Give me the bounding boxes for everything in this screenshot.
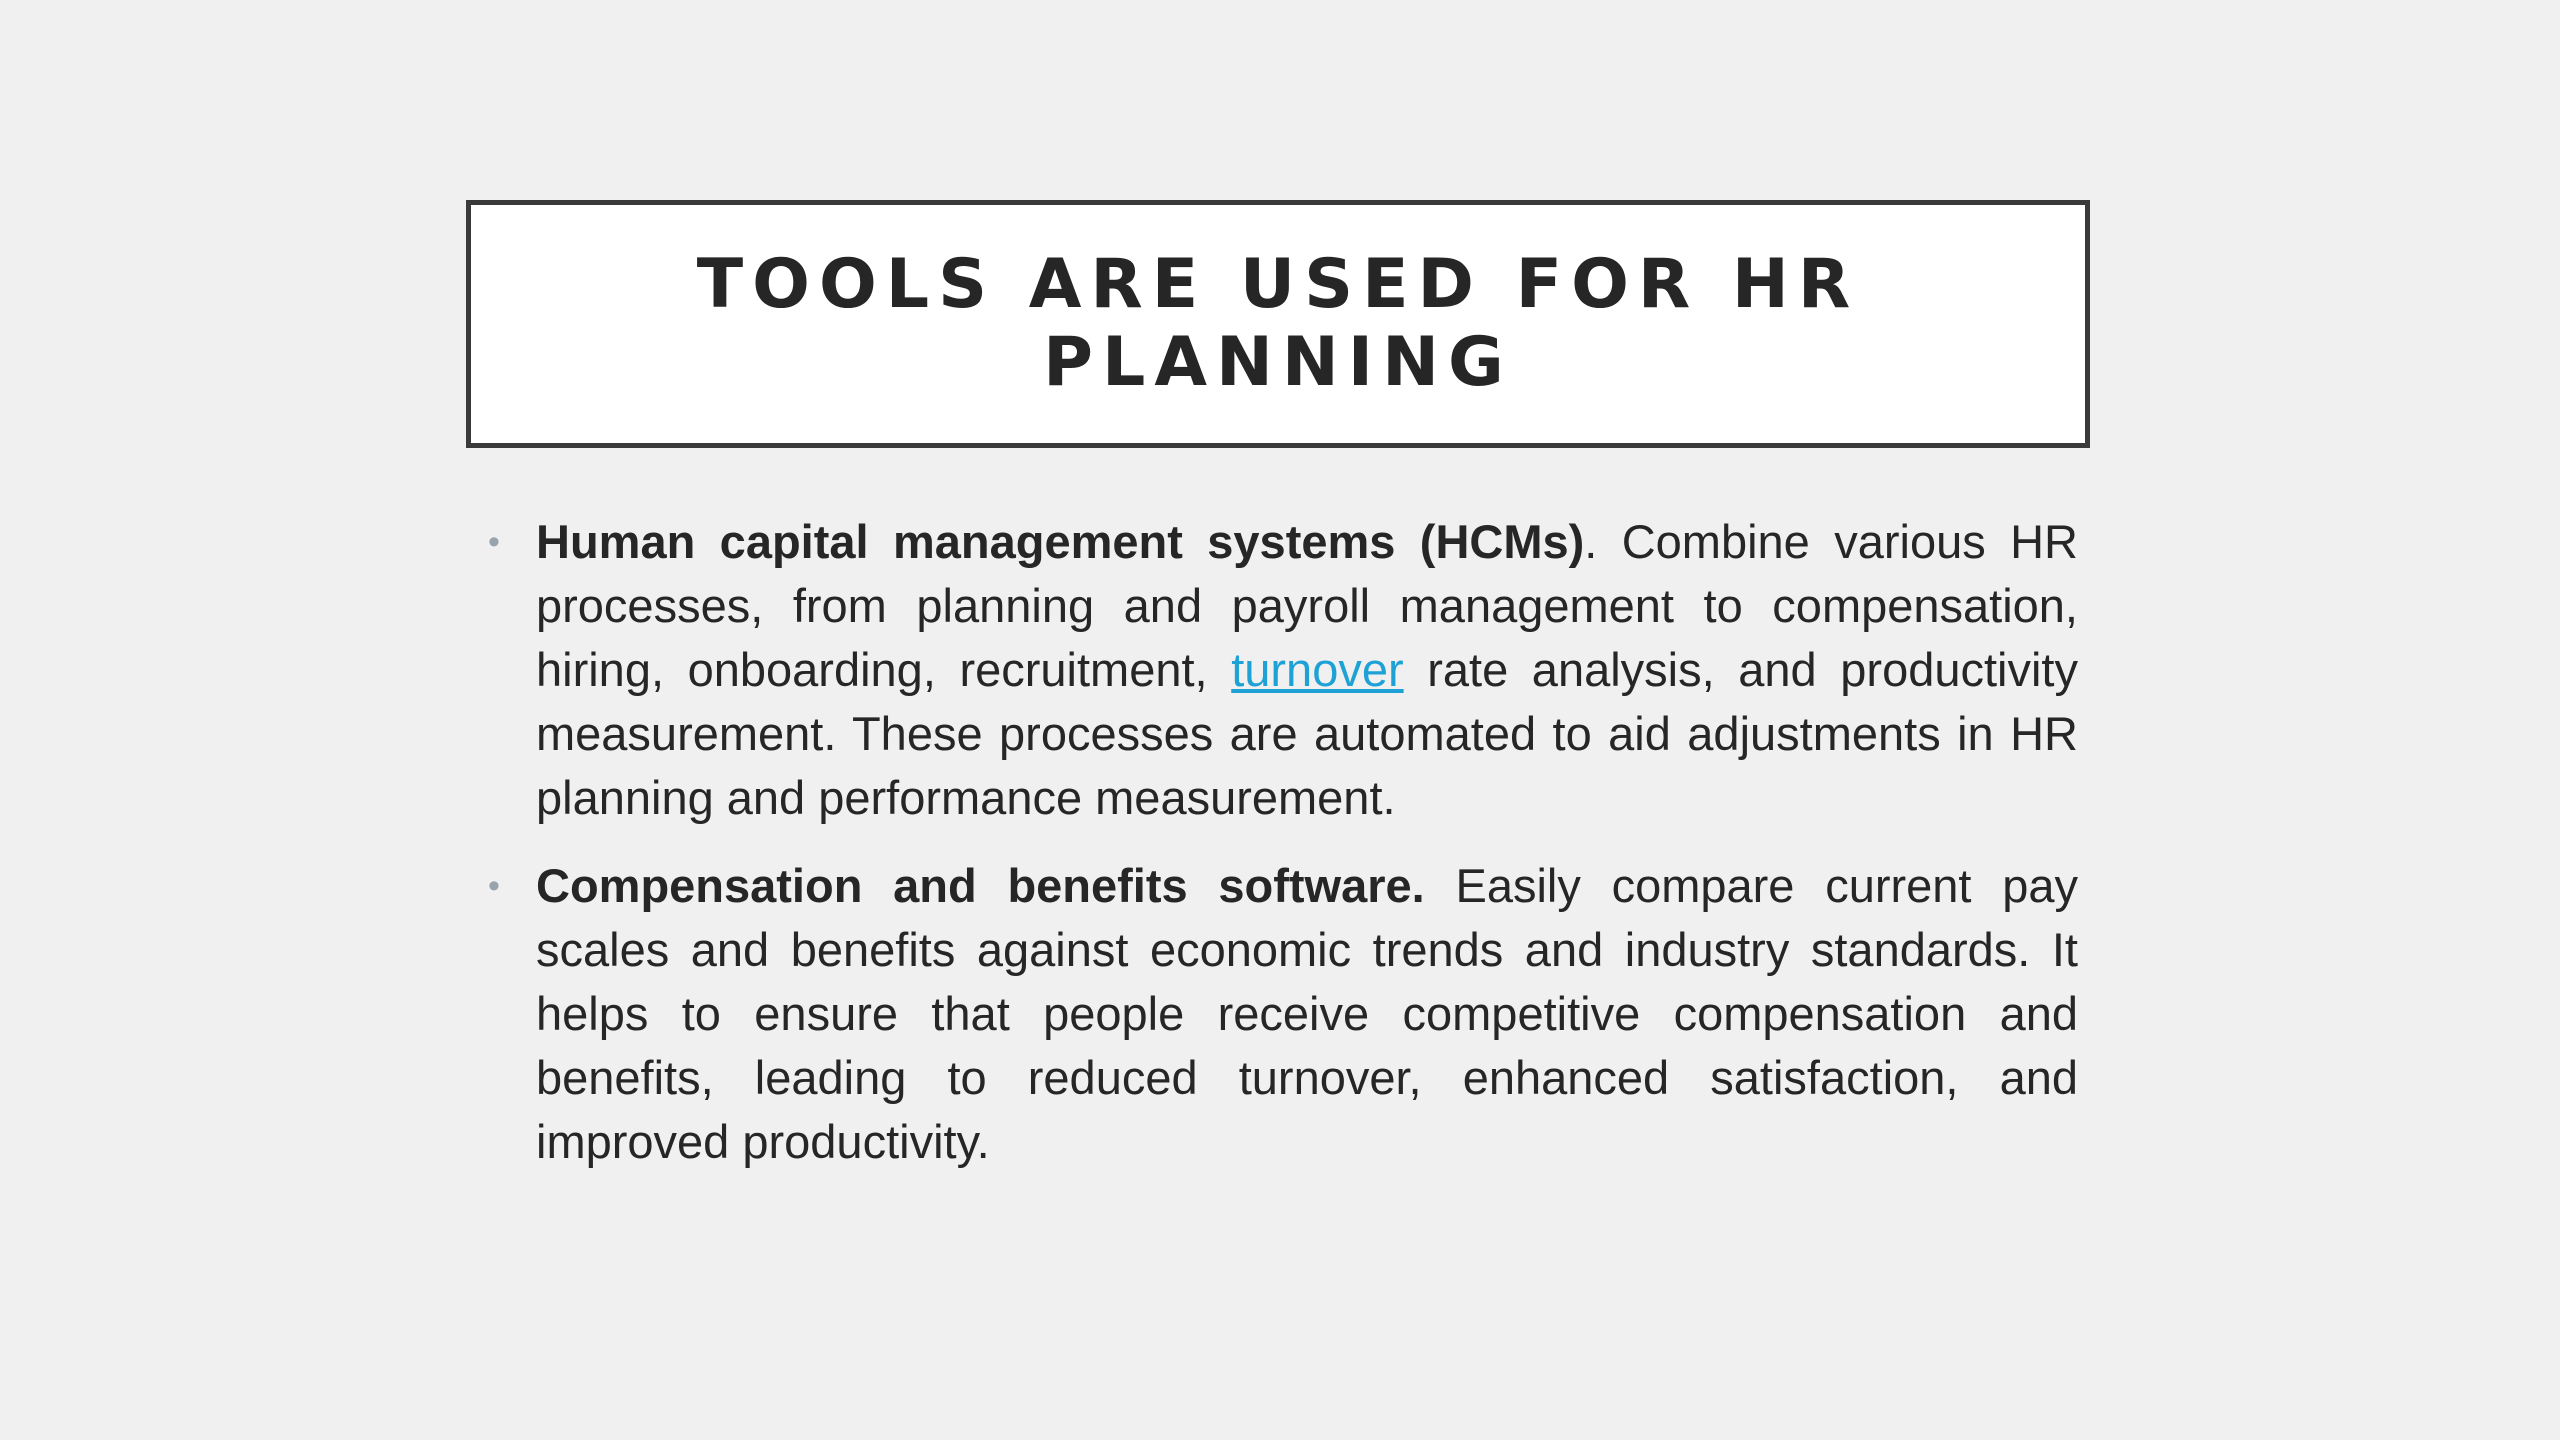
- bullet-text: Easily compare current pay scales and benefits against economic trends and industry standards. It helps to ensure that people receive competitive compensation and benefits, leading to reduced turnover, enhanced satisfaction, and improved productivity.: [536, 859, 2078, 1168]
- bullet-icon: •: [488, 523, 500, 561]
- bullet-term: Human capital management systems (HCMs): [536, 515, 1585, 568]
- bullet-list: [478, 510, 2078, 1198]
- bullet-item-hcm: [478, 510, 2078, 830]
- bullet-icon: •: [488, 867, 500, 905]
- bullet-item-compensation: [478, 854, 2078, 1174]
- title-box: [466, 200, 2090, 448]
- bullet-text-after-link: rate analysis, and productivity measurement. These processes are automated to aid adjustments in HR planning and performance measurement.: [536, 643, 2078, 824]
- slide-title: TOOLS ARE USED FOR HR PLANNING: [696, 245, 1860, 402]
- bullet-text-before-link: . Combine various HR processes, from planning and payroll management to compensation, hiring, onboarding, recruitment,: [536, 515, 2078, 696]
- turnover-link[interactable]: turnover: [1231, 643, 1404, 696]
- bullet-term: Compensation and benefits software.: [536, 859, 1425, 912]
